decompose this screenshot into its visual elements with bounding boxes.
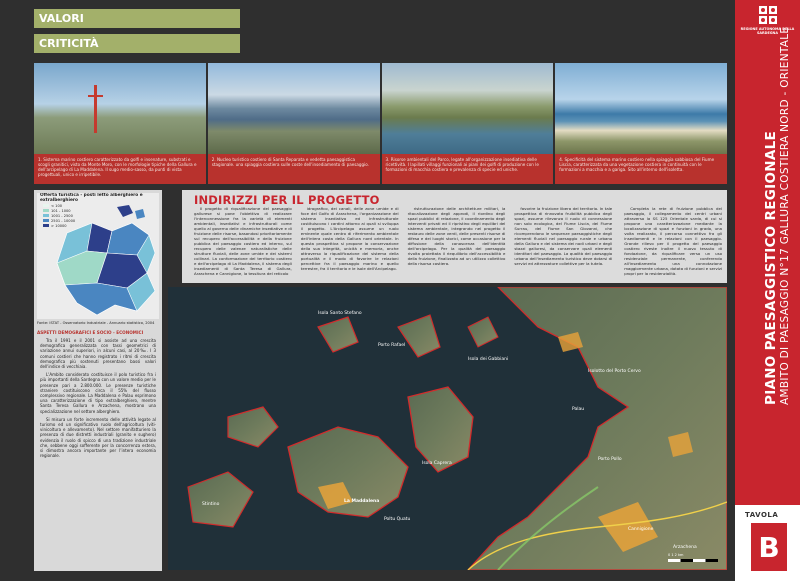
sidebar bbox=[735, 0, 800, 581]
flag-quadrant bbox=[769, 6, 777, 14]
tavola-label: TAVOLA bbox=[745, 511, 779, 519]
map-label-poltu: Poltu Quatu bbox=[384, 517, 411, 522]
legend-swatch bbox=[43, 219, 49, 223]
photo-strip bbox=[34, 63, 727, 154]
demographics-paragraph: Tra il 1991 e il 2001 si assiste ad una crescita demografica generalizzata con tassi geometrici di variazione annui superiori, in alcuni casi, al 20‰. I 3 comuni costieri che hanno registrato i ritmi di crescita demografica più sostenuti presentano bassi valori dell'indice di vecchiaia. bbox=[40, 338, 156, 370]
legend-row bbox=[43, 223, 75, 228]
guidelines-column-2 bbox=[301, 206, 399, 278]
photo-monte-moro bbox=[34, 63, 206, 154]
photo-parco-villaggi bbox=[382, 63, 554, 154]
legend-label: 2501 - 10000 bbox=[51, 218, 76, 223]
map-label-maddalena: La Maddalena bbox=[344, 499, 380, 504]
map-label-rafael: Porto Rafael bbox=[378, 343, 406, 348]
guidelines-paragraph: favorire la fruizione libera del territorio. In tale prospettiva di rinnovata fruibilità pubblica degli spazi, assume rilevanza il ruolo di connessione non solo ecologica, del Fiume Liscia, del Fiume Surrau, del Fiume San Giovanni, che ricomprendono le sequenze paesaggistiche degli elementi fluviali nel paesaggio rurale e urbano della Gallura e del sistema dei nodi urbani e degli stazzi galluresi, da conservare quali elementi identitari del paesaggio. La qualità del paesaggio urbano dell'insediamento turistico deve dotarsi di servizi ed attrezzature collettive per la tutela. bbox=[514, 206, 613, 266]
guidelines-paragraph: ristrutturazione delle architetture militari, la ritocalizzazione degli approdi, il riordino degli spazi pubblici di relazione, il coordinamento degli interventi privati ed il ripristino degli equilibri del sistema ambientale, integrando nel progetto il restauro delle zone verdi, delle presenti risorse di difesa e dei luoghi storici, come occasione per la diffusione della conoscenza dell'identità dell'arcipelago. Per la qualità del paesaggio rivolta proiettata il riequilibrio dell'accessibilità e della fruizione, finalizzato ad un utilizzo collettivo della risorsa costiera. bbox=[407, 206, 506, 266]
tourism-map-source: Fonte: ISTAT - Osservatorio Industriale - Annuario statistico, 2004 bbox=[37, 321, 155, 325]
map-label-cannigione: Cannigione bbox=[628, 527, 654, 532]
tavola-letter: B bbox=[751, 523, 787, 571]
guidelines-column-5 bbox=[621, 206, 722, 278]
map-label-portopollo: Porto Pollo bbox=[598, 457, 622, 462]
scale-text: 0 1 2 km bbox=[668, 553, 684, 557]
flag-quadrant bbox=[769, 16, 777, 24]
legend-swatch bbox=[43, 224, 49, 228]
legend-label: > 10000 bbox=[51, 223, 67, 228]
map-label-isolotto: Isolotto del Porto Cervo bbox=[588, 369, 641, 374]
tourism-map-legend bbox=[43, 203, 75, 228]
demographics-heading: ASPETTI DEMOGRAFICI E SOCIO - ECONOMICI bbox=[37, 330, 144, 335]
legend-swatch bbox=[43, 209, 49, 213]
scale-bar bbox=[668, 559, 718, 562]
tourism-map-title: Offerta turistica - posti letto alberghiero e extralberghiero bbox=[40, 193, 143, 203]
plan-title: PIANO PAESAGGISTICO REGIONALE bbox=[763, 130, 779, 405]
photo-fiume-liscia bbox=[555, 63, 727, 154]
tower-mark bbox=[94, 85, 97, 133]
legend-swatch bbox=[43, 204, 49, 208]
guidelines-paragraph: idrografico, dei canali, delle zone umide e di foce del Golfo di Arzachena, l'organizzazione del sistema insediativo ed infrastrutturale costituiscono i cardini attorno ai quali si sviluppa il progetto. L'Arcipelago assume un ruolo eminente quale centro di riferimento ambientale dell'intera costa della Gallura nord orientale. In questa prospettiva si propone la conservazione della sua integrità, unicità e memoria, anche attraverso la riqualificazione del sistema della portualità e il modo di favorire le relazioni percettive fra il paesaggio marino e quello terrestre, fra il territorio e le isole dell'Arcipelago. bbox=[300, 206, 399, 271]
map-label-gabbiani: Isola dei Gabbiani bbox=[468, 357, 509, 362]
flag-quadrant bbox=[759, 6, 767, 14]
project-guidelines-columns bbox=[194, 206, 722, 278]
photo-santa-reparata bbox=[208, 63, 380, 154]
tab-valori: VALORI bbox=[34, 9, 240, 28]
project-guidelines-panel bbox=[182, 190, 727, 283]
map-label-stintino: Stintino bbox=[202, 502, 220, 507]
legend-label: 101 - 1000 bbox=[51, 208, 71, 213]
photo-captions bbox=[34, 154, 727, 184]
demographics-paragraph: L'Ambito considerato costituisce il polo turistico fra i più importanti della Sardegna con un valore medio per le presenze pari a 2.800.000. Le presenze turistiche straniere costituiscono circa il 55% del flusso complessivo regionale. La Maddalena e Palau esprimono una caratterizzazione di tipo extralberghiero, mentre Santa Teresa Gallura e Arzachena, mostrano una specializzazione nel settore alberghiero. bbox=[40, 372, 156, 414]
ambito-subtitle: AMBITO DI PAESAGGIO N°17 GALLURA COSTIERA NORD - ORIENTALE bbox=[779, 26, 791, 405]
caption-4: 4. Specificità del sistema marino costiero nella spiaggia sabbiosa del Fiume Liscia, caratterizzata da una vegetazione costiera in continuità con le formazioni a macchia e a gariga. Sito all'interno dell'isoletta. bbox=[555, 154, 727, 184]
map-label-santostefano: Isola Santo Stefano bbox=[318, 311, 362, 316]
logo-text: REGIONE AUTONOMA DELLA SARDEGNA bbox=[740, 27, 795, 35]
legend-swatch bbox=[43, 214, 49, 218]
guidelines-column-3 bbox=[408, 206, 506, 278]
guidelines-paragraph: Completa la rete di fruizione pubblica del paesaggio, il collegamento dei centri urbani attraverso la SS 125 Orientale sarda, di cui si propone una caratterizzazione mediante la localizzazione di spazi e funzioni in grado, una volta realizzato, il percorso connettivo fra gli insediamenti e le relazioni con il paesaggio. Grande rilievo per il progetto del paesaggio costiero riveste inoltre il nuovo tessuto di fondazione, da riqualificare verso un uso residenziale permanente, conferendo all'insediamento una connotazione maggiormente urbana, dotata di funzioni e servizi propri per la residenzialità. bbox=[624, 206, 722, 276]
tab-criticita: CRITICITÀ bbox=[34, 34, 240, 53]
guidelines-paragraph: Il progetto di riqualificazione del paesaggio gallurese si pone l'obiettivo di realizzare l'interconnessione fra la varietà di elementi ambientali, insediativi e infrastrutturali come quello al governo delle dinamiche insediative e di fruizione delle risorse, basandosi prioritariamente sul recupero dell'accessibilità e della fruizione pubblica del paesaggio costiero ed interno, sul recupero delle valenze naturalistiche delle strutture fluviali, delle zone umide e dei sistemi collinari. La conformazione del territorio costiero e dell'arcipelago di La Maddalena, il sistema degli insediamenti di Santa Teresa di Gallura, Arzachena e Cannigione, la tessitura del reticolo bbox=[194, 206, 292, 276]
caption-2: 2. Nucleo turistico costiero di Santa Reparata e vedetta paesaggistica stagionale. una spiaggia costiera sulle coste dell'insediamento di paesaggio. bbox=[208, 154, 380, 184]
project-guidelines-title: INDIRIZZI PER IL PROGETTO bbox=[194, 193, 380, 207]
caption-1: 1. Sistema marino costiero caratterizzato da golfi e insenature, substrati e scogli granitici, visto da Monte Moro, con le morfologie tipiche della Gallura e dell'arcipelago di La Maddalena. Il sugo medio-sasso, da punti di vista progettuali, unico e irripetibile. bbox=[34, 154, 206, 184]
flag-quadrant bbox=[759, 16, 767, 24]
legend-label: 1001 - 2500 bbox=[51, 213, 73, 218]
legend-label: < 100 bbox=[51, 203, 63, 208]
guidelines-column-4 bbox=[514, 206, 612, 278]
demographics-text bbox=[40, 338, 156, 461]
map-label-caprera: Isola Caprera bbox=[422, 461, 452, 466]
demographics-paragraph: Si misura un forte incremento delle attività legate al turismo ed un significativo ruolo dell'agricoltura (viti-vinicoltura e allevamento). Nel settore manifatturiero la presenza di due distretti industriali (granito e sughero) evidenzia il ruolo di spicco di una tradizione industriale che, sebbene oggi sofferente per la concorrenza estera, si dimostra ancora importante per l'intera economia regionale. bbox=[40, 416, 156, 459]
map-label-palau: Palau bbox=[572, 407, 585, 412]
guidelines-column-1 bbox=[194, 206, 292, 278]
caption-3: 3. Risorse ambientali del Parco, legate all'organizzazione insediativa delle ricettività. I lapillati villaggi funzionali ai piani dei golfi di produzione con le formazioni di macchia costiera e prevalenza di specie ed uniche. bbox=[382, 154, 554, 184]
tourism-map bbox=[37, 193, 159, 319]
map-label-arzachena: Arzachena bbox=[673, 545, 697, 550]
left-panel bbox=[34, 190, 162, 571]
tavola-box bbox=[735, 505, 800, 581]
sardinia-flag-icon bbox=[759, 6, 777, 24]
project-map bbox=[168, 287, 727, 570]
